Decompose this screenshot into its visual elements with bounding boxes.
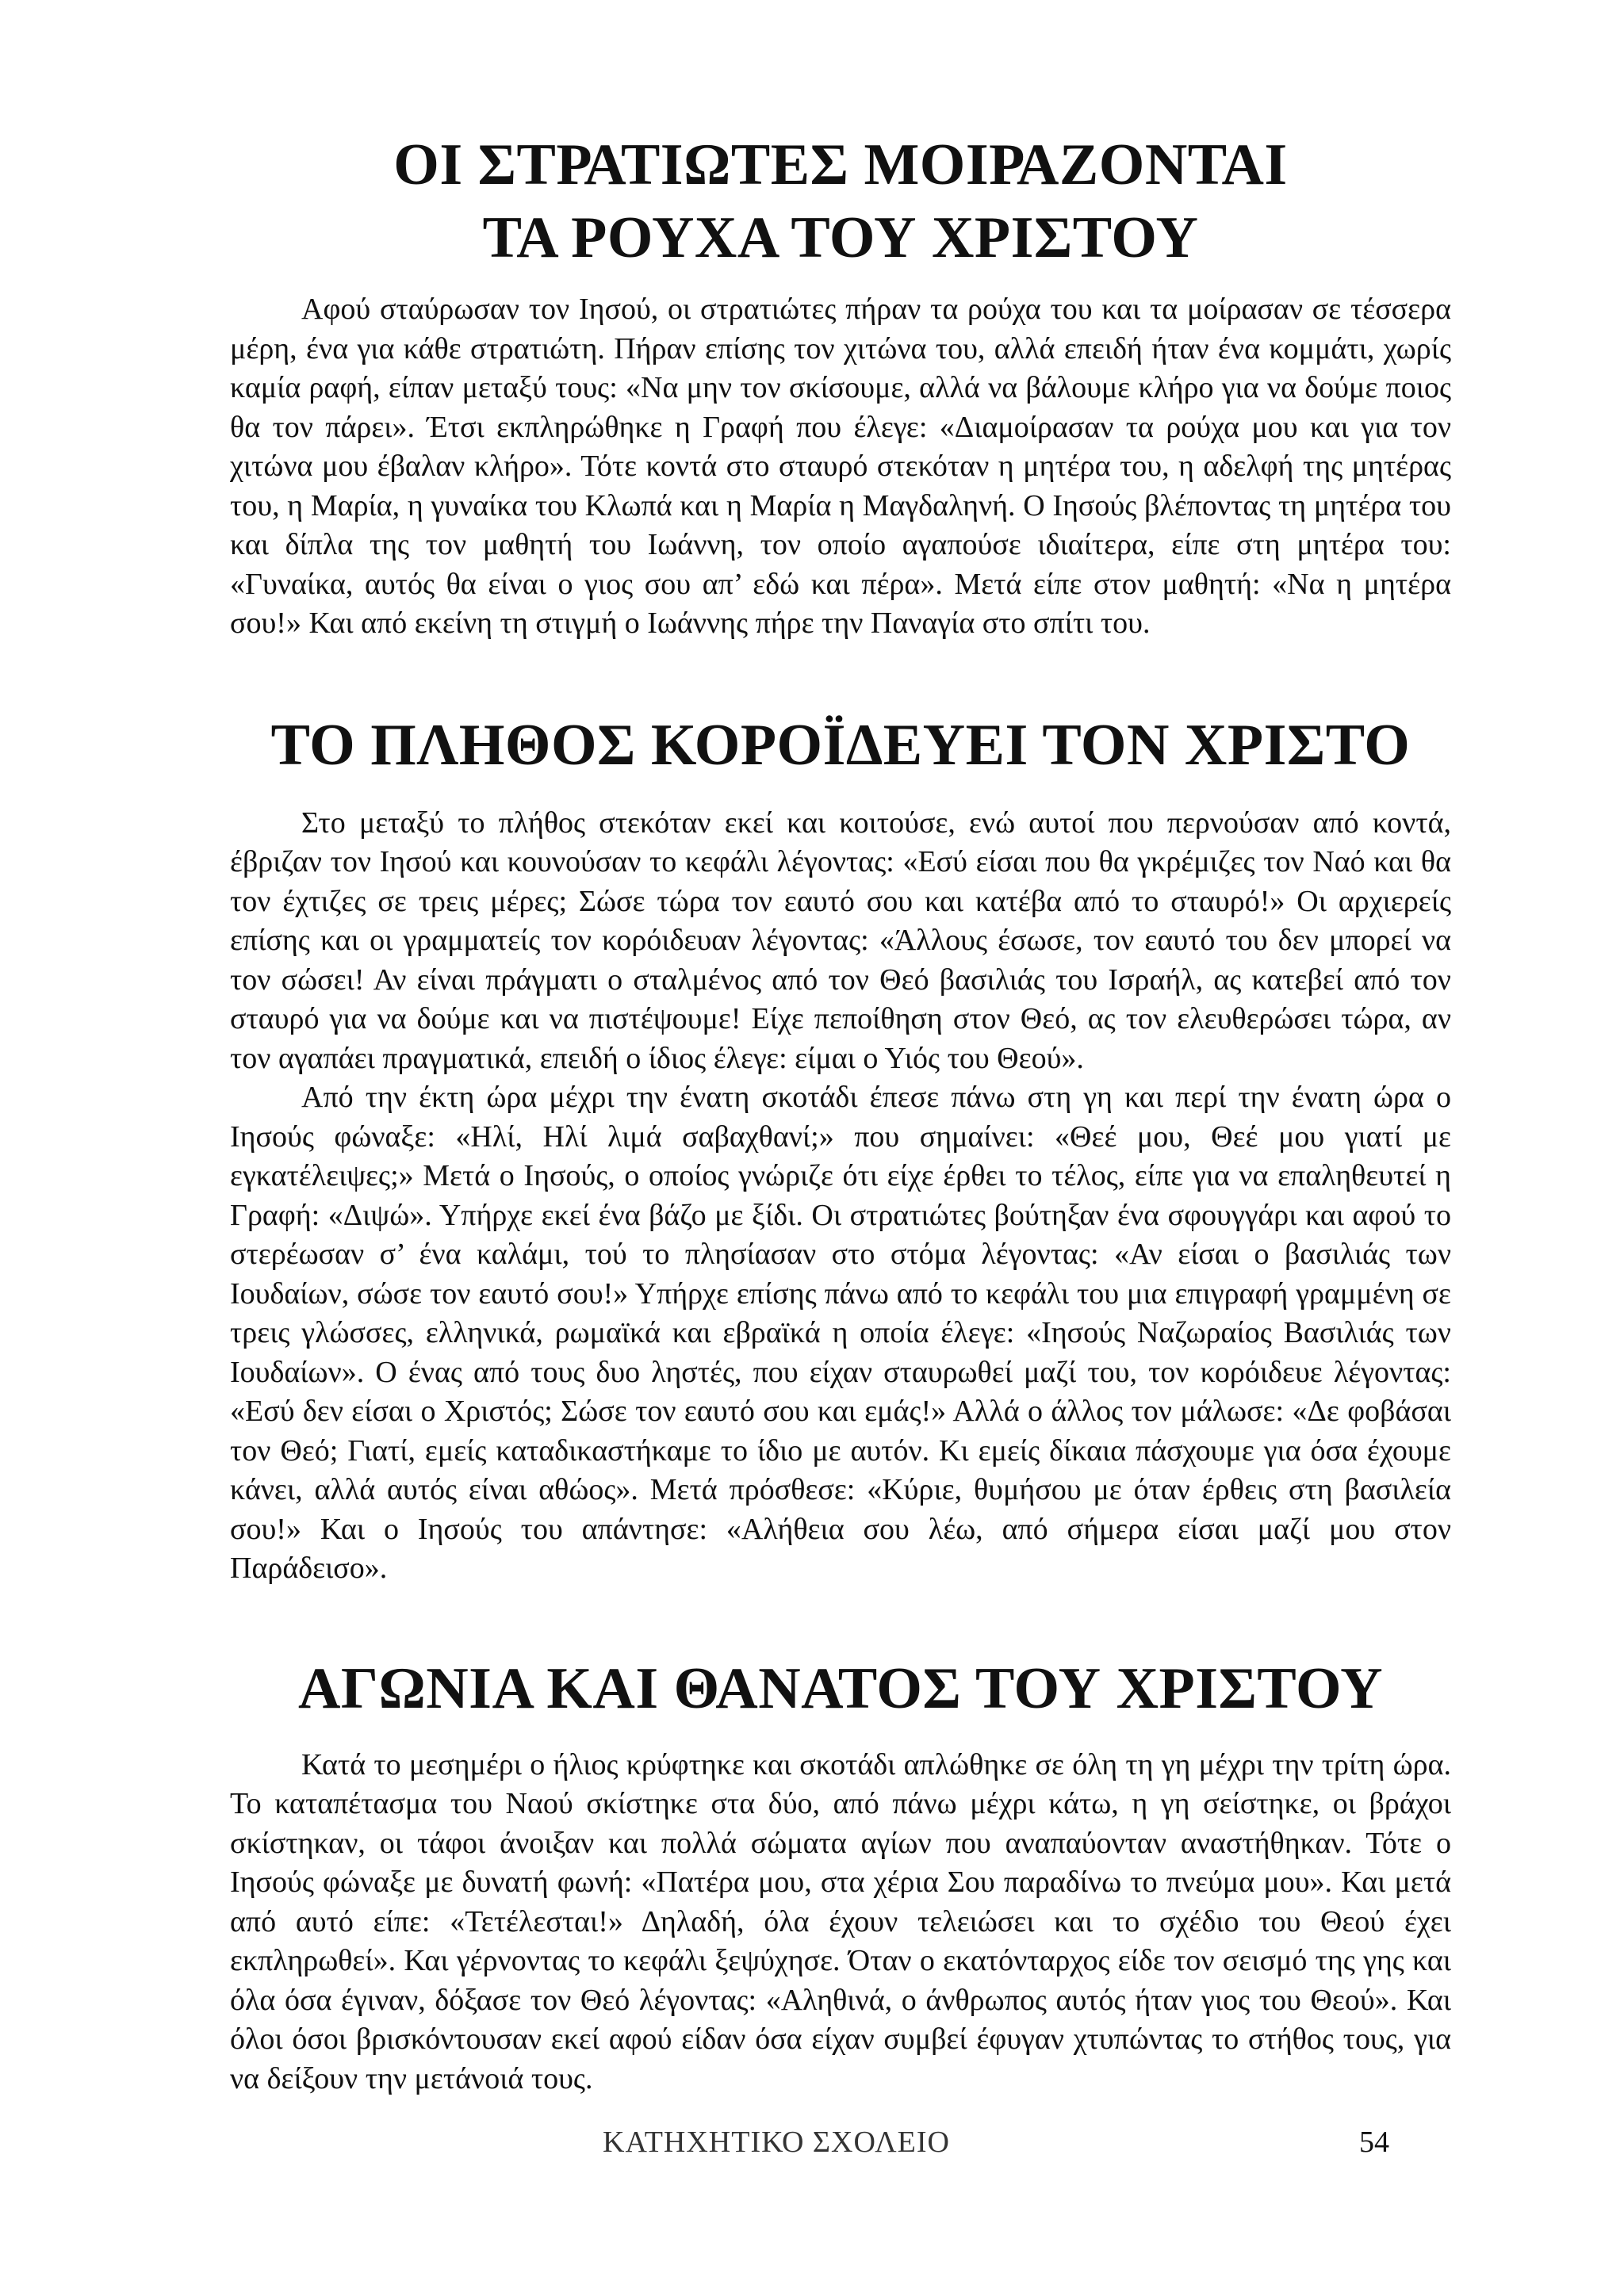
section-body-agony-and-death [230,1746,1451,2099]
section-title-crowd-mocks-christ [230,709,1451,782]
document-page [230,119,1451,2099]
footer-label: ΚΑΤΗΧΗΤΙΚΟ ΣΧΟΛΕΙΟ [603,2126,950,2159]
page-number: 54 [1359,2126,1389,2159]
section-body-crowd-mocks-christ [230,804,1451,1589]
section-title-line: ΤΑ ΡΟΥΧΑ ΤΟΥ ΧΡΙΣΤΟΥ [482,205,1199,270]
page-footer [0,2125,1624,2172]
section-title-line: ΑΓΩΝΙΑ ΚΑΙ ΘΑΝΑΤΟΣ ΤΟΥ ΧΡΙΣΤΟΥ [297,1655,1384,1721]
section-title-line: ΤΟ ΠΛΗΘΟΣ ΚΟΡΟΪΔΕΥΕΙ ΤΟΝ ΧΡΙΣΤΟ [270,712,1411,778]
section-title-soldiers-divide-clothes [230,128,1451,274]
paragraph: Στο μεταξύ το πλήθος στεκόταν εκεί και κοιτούσε, ενώ αυτοί που περνούσαν από κοντά, έβριζαν τον Ιησού και κουνούσαν το κεφάλι λέγοντας: «Εσύ είσαι που θα γκρέμιζες τον Ναό και θα τον έχτιζες σε τρεις μέρες; Σώσε τώρα τον εαυτό σου και κατέβα από το σταυρό!» Οι αρχιερείς επίσης και οι γραμματείς τον κορόιδευαν λέγοντας: «Άλλους έσωσε, τον εαυτό του δεν μπορεί να τον σώσει! Αν είναι πράγματι ο σταλμένος από τον Θεό βασιλιάς του Ισραήλ, ας κατεβεί από τον σταυρό για να δούμε και να πιστέψουμε! Είχε πεποίθηση στον Θεό, ας τον ελευθερώσει τώρα, αν τον αγαπάει πραγματικά, επειδή ο ίδιος έλεγε: είμαι ο Υιός του Θεού». [230,806,1451,1075]
paragraph: Αφού σταύρωσαν τον Ιησού, οι στρατιώτες πήραν τα ρούχα του και τα μοίρασαν σε τέσσερα μέρη, ένα για κάθε στρατιώτη. Πήραν επίσης τον χιτώνα του, αλλά επειδή ήταν ένα κομμάτι, χωρίς καμία ραφή, είπαν μεταξύ τους: «Να μην τον σκίσουμε, αλλά να βάλουμε κλήρο για να δούμε ποιος θα τον πάρει». Έτσι εκπληρώθηκε η Γραφή που έλεγε: «Διαμοίρασαν τα ρούχα μου και για τον χιτώνα μου έβαλαν κλήρο». Τότε κοντά στο σταυρό στεκόταν η μητέρα του, η αδελφή της μητέρας του, η Μαρία, η γυναίκα του Κλωπά και η Μαρία η Μαγδαληνή. Ο Ιησούς βλέποντας τη μητέρα του και δίπλα της τον μαθητή του Ιωάννη, τον οποίο αγαπούσε ιδιαίτερα, είπε στη μητέρα του: «Γυναίκα, αυτός θα είναι ο γιος σου απ’ εδώ και πέρα». Μετά είπε στον μαθητή: «Να η μητέρα σου!» Και από εκείνη τη στιγμή ο Ιωάννης πήρε την Παναγία στο σπίτι του. [230,293,1451,640]
paragraph: Από την έκτη ώρα μέχρι την ένατη σκοτάδι έπεσε πάνω στη γη και περί την ένατη ώρα ο Ιησούς φώναξε: «Ηλί, Ηλί λιμά σαβαχθανί;» που σημαίνει: «Θεέ μου, Θεέ μου γιατί με εγκατέλειψες;» Μετά ο Ιησούς, ο οποίος γνώριζε ότι είχε έρθει το τέλος, είπε για να επαληθευτεί η Γραφή: «Διψώ». Υπήρχε εκεί ένα βάζο με ξίδι. Οι στρατιώτες βούτηξαν ένα σφουγγάρι και αφού το στερέωσαν σ’ ένα καλάμι, τού το πλησίασαν στο στόμα λέγοντας: «Αν είσαι ο βασιλιάς των Ιουδαίων, σώσε τον εαυτό σου!» Υπήρχε επίσης πάνω από το κεφάλι του μια επιγραφή γραμμένη σε τρεις γλώσσες, ελληνικά, ρωμαϊκά και εβραϊκά η οποία έλεγε: «Ιησούς Ναζωραίος Βασιλιάς των Ιουδαίων». Ο ένας από τους δυο ληστές, που είχαν σταυρωθεί μαζί του, τον κορόιδευε λέγοντας: «Εσύ δεν είσαι ο Χριστός; Σώσε τον εαυτό σου και εμάς!» Αλλά ο άλλος τον μάλωσε: «Δε φοβάσαι τον Θεό; Γιατί, εμείς καταδικαστήκαμε το ίδιο με αυτόν. Κι εμείς δίκαια πάσχουμε για όσα έχουμε κάνει, αλλά αυτός είναι αθώος». Μετά πρόσθεσε: «Κύριε, θυμήσου με όταν έρθεις στη βασιλεία σου!» Και ο Ιησούς του απάντησε: «Αλήθεια σου λέω, από σήμερα είσαι μαζί μου στον Παράδεισο». [230,1081,1451,1585]
section-title-line: ΟΙ ΣΤΡΑΤΙΩΤΕΣ ΜΟΙΡΑΖΟΝΤΑΙ [393,132,1288,197]
section-title-agony-and-death [230,1652,1451,1725]
paragraph: Κατά το μεσημέρι ο ήλιος κρύφτηκε και σκοτάδι απλώθηκε σε όλη τη γη μέχρι την τρίτη ώρα. Το καταπέτασμα του Ναού σκίστηκε στα δύο, από πάνω μέχρι κάτω, η γη σείστηκε, οι βράχοι σκίστηκαν, οι τάφοι άνοιξαν και πολλά σώματα αγίων που αναπαύονταν αναστήθηκαν. Τότε ο Ιησούς φώναξε με δυνατή φωνή: «Πατέρα μου, στα χέρια Σου παραδίνω το πνεύμα μου». Και μετά από αυτό είπε: «Τετέλεσται!» Δηλαδή, όλα έχουν τελειώσει και το σχέδιο του Θεού έχει εκπληρωθεί». Και γέρνοντας το κεφάλι ξεψύχησε. Όταν ο εκατόνταρχος είδε τον σεισμό της γης και όλα όσα έγιναν, δόξασε τον Θεό λέγοντας: «Αληθινά, ο άνθρωπος αυτός ήταν γιος του Θεού». Και όλοι όσοι βρισκόντουσαν εκεί αφού είδαν όσα είχαν συμβεί έφυγαν χτυπώντας το στήθος τους, για να δείξουν την μετάνοιά τους. [230,1747,1451,2095]
section-body-soldiers-divide-clothes [230,290,1451,644]
